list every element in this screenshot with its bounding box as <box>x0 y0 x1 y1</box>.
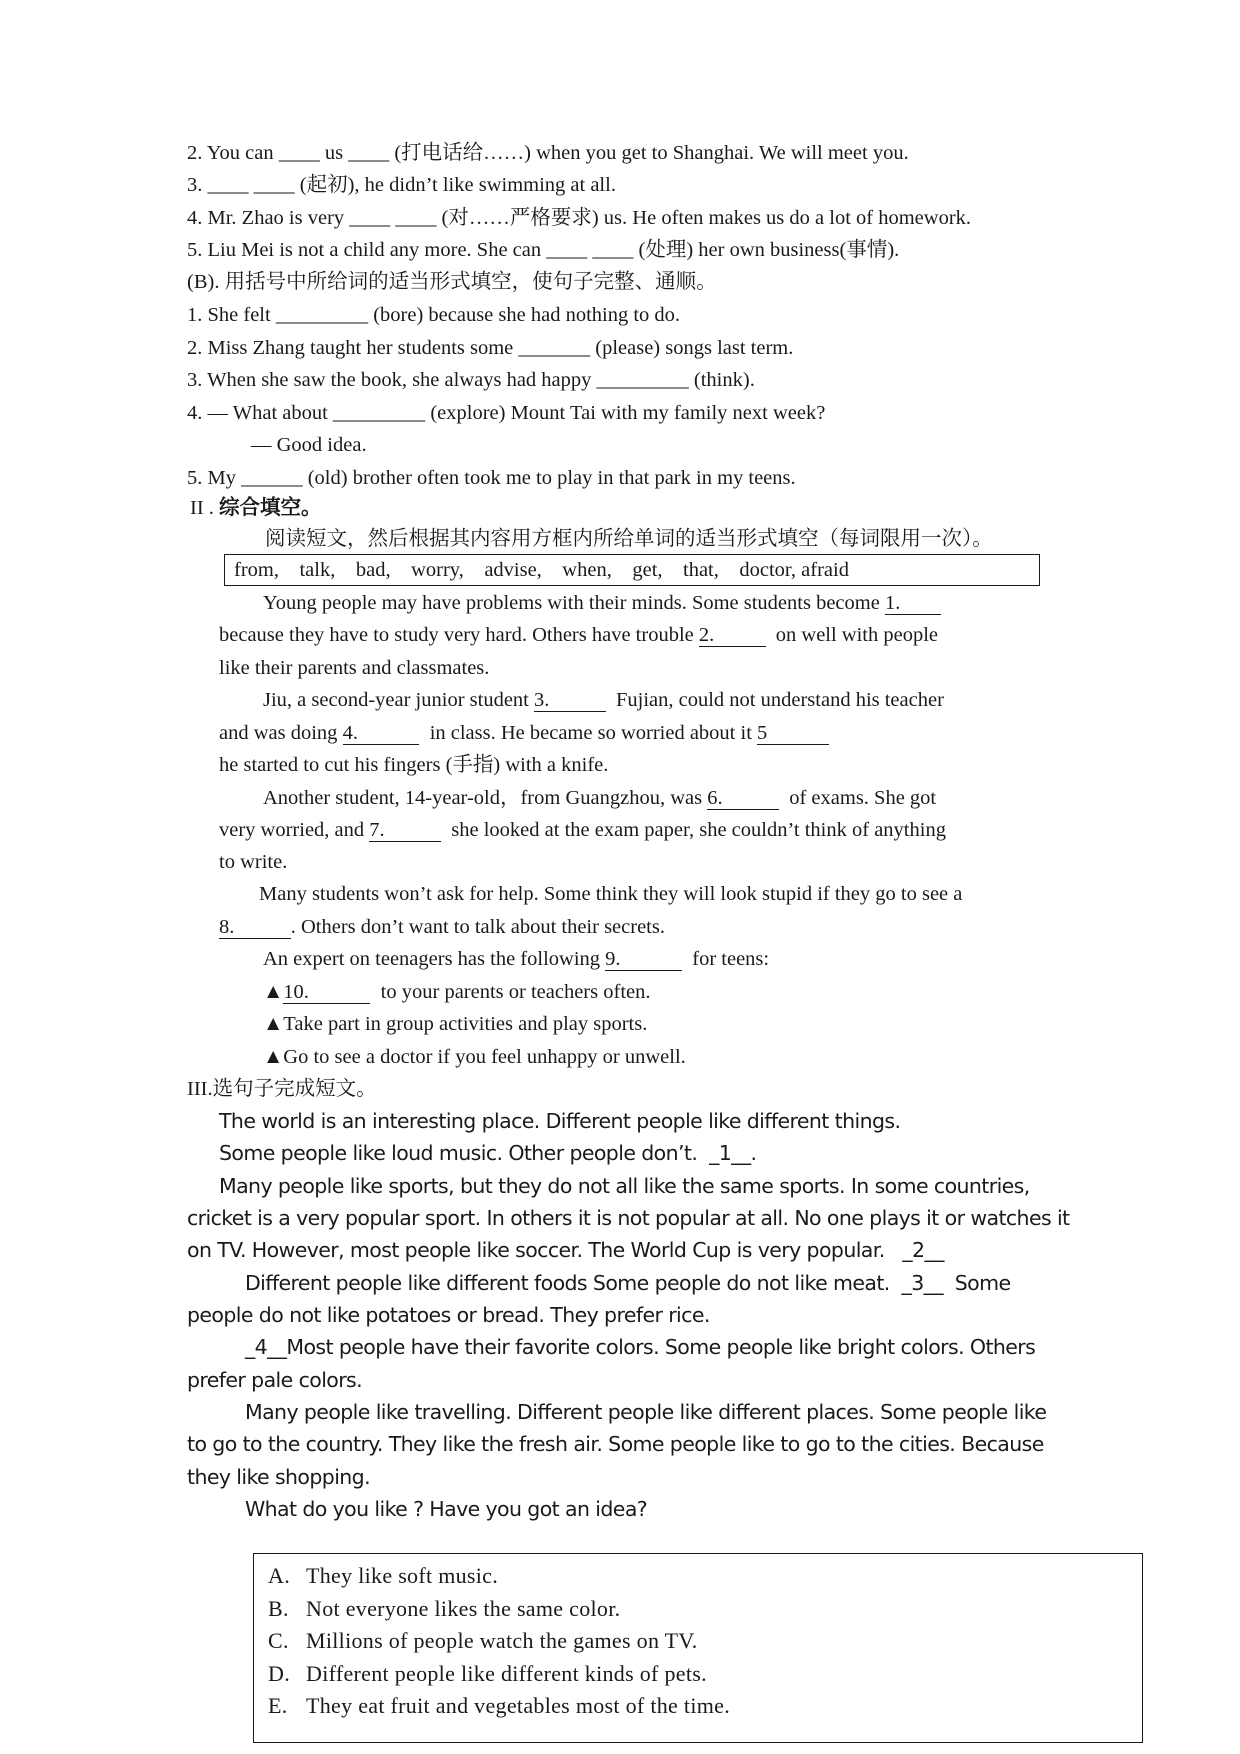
partA-q5: 5. Liu Mei is not a child any more. She can ____ ____ (处理) her own business(事情). <box>187 239 900 261</box>
word-box-words: from, talk, bad, worry, advise, when, get, that, doctor, afraid <box>234 559 849 581</box>
option-c: C. Millions of people watch the games on TV. <box>268 1628 698 1653</box>
blank-2[interactable]: 2. <box>698 624 766 646</box>
partA-q4: 4. Mr. Zhao is very ____ ____ (对……严格要求) us. He often makes us do a lot of homework. <box>187 207 972 229</box>
passage-line: Some people like loud music. Other people don’t. _1__. <box>219 1141 757 1165</box>
passage-line: to go to the country. They like the fresh air. Some people like to go to the cities. Because <box>187 1432 1044 1456</box>
blank-3[interactable]: 3. <box>533 689 606 711</box>
passage-line: 8. . Others don’t want to talk about their secrets. <box>219 916 665 938</box>
blank-9[interactable]: 9. <box>605 948 683 970</box>
section3-heading: III.选句子完成短文。 <box>187 1078 377 1100</box>
passage-line: very worried, and 7. she looked at the exam paper, she couldn’t think of anything <box>219 819 946 841</box>
passage-line: Different people like different foods Some people do not like meat. _3__ Some <box>245 1271 1011 1295</box>
advice-item: ▲10. to your parents or teachers often. <box>263 981 651 1003</box>
passage-line: like their parents and classmates. <box>219 657 490 679</box>
partB-q4: 4. — What about _________ (explore) Mount Tai with my family next week? <box>187 402 826 424</box>
option-e: E. They eat fruit and vegetables most of the time. <box>268 1693 731 1718</box>
passage-line: they like shopping. <box>187 1465 371 1489</box>
option-a: A. They like soft music. <box>268 1563 499 1588</box>
passage-line: to write. <box>219 851 288 873</box>
passage-line: he started to cut his fingers (手指) with a knife. <box>219 754 609 776</box>
passage-line: _4__Most people have their favorite colors. Some people like bright colors. Others <box>245 1335 1036 1359</box>
blank-6[interactable]: 6. <box>707 787 779 809</box>
section2-heading: II . 综合填空。 <box>190 497 322 519</box>
passage-line: people do not like potatoes or bread. They prefer rice. <box>187 1303 710 1327</box>
partB-q5: 5. My ______ (old) brother often took me to play in that park in my teens. <box>187 467 796 489</box>
passage-line: Many people like travelling. Different people like different places. Some people like <box>245 1400 1047 1424</box>
passage-line: An expert on teenagers has the following 9. for teens: <box>263 948 770 970</box>
blank-5[interactable]: 5 <box>757 722 829 744</box>
partB-q1: 1. She felt _________ (bore) because she had nothing to do. <box>187 304 681 326</box>
advice-item: ▲Go to see a doctor if you feel unhappy or unwell. <box>263 1046 686 1068</box>
partB-q3: 3. When she saw the book, she always had happy _________ (think). <box>187 369 755 391</box>
partA-q2: 2. You can ____ us ____ (打电话给……) when you get to Shanghai. We will meet you. <box>187 142 909 164</box>
blank-4[interactable]: 4. <box>342 722 420 744</box>
passage-line: The world is an interesting place. Different people like different things. <box>219 1109 901 1133</box>
passage-line: and was doing 4. in class. He became so worried about it 5 <box>219 722 829 744</box>
blank-10[interactable]: 10. <box>283 981 371 1003</box>
partB-q4-reply: — Good idea. <box>251 434 367 456</box>
passage-line: Jiu, a second-year junior student 3. Fujian, could not understand his teacher <box>263 689 944 711</box>
passage-line: on TV. However, most people like soccer. The World Cup is very popular. _2__ <box>187 1238 944 1262</box>
passage-line: What do you like ? Have you got an idea? <box>245 1497 648 1521</box>
blank-1[interactable]: 1. <box>884 592 942 614</box>
advice-item: ▲Take part in group activities and play sports. <box>263 1013 648 1035</box>
passage-line: prefer pale colors. <box>187 1368 363 1392</box>
blank-7[interactable]: 7. <box>369 819 442 841</box>
partA-q3: 3. ____ ____ (起初), he didn’t like swimming at all. <box>187 174 616 196</box>
passage-line: because they have to study very hard. Others have trouble 2. on well with people <box>219 624 939 646</box>
passage-line: Young people may have problems with their minds. Some students become 1. <box>263 592 942 614</box>
option-b: B. Not everyone likes the same color. <box>268 1596 621 1621</box>
passage-line: Many students won’t ask for help. Some think they will look stupid if they go to see a <box>259 883 963 905</box>
passage-line: cricket is a very popular sport. In others it is not popular at all. No one plays it or watches it <box>187 1206 1070 1230</box>
section2-instruction: 阅读短文，然后根据其内容用方框内所给单词的适当形式填空（每词限用一次）。 <box>265 528 993 550</box>
partB-q2: 2. Miss Zhang taught her students some _______ (please) songs last term. <box>187 337 794 359</box>
partB-heading: (B). 用括号中所给词的适当形式填空，使句子完整、通顺。 <box>187 271 717 293</box>
blank-8[interactable]: 8. <box>219 916 291 938</box>
option-d: D. Different people like different kinds of pets. <box>268 1661 707 1686</box>
passage-line: Many people like sports, but they do not all like the same sports. In some countries, <box>219 1174 1030 1198</box>
passage-line: Another student, 14-year-old，from Guangzhou, was 6. of exams. She got <box>263 787 937 809</box>
